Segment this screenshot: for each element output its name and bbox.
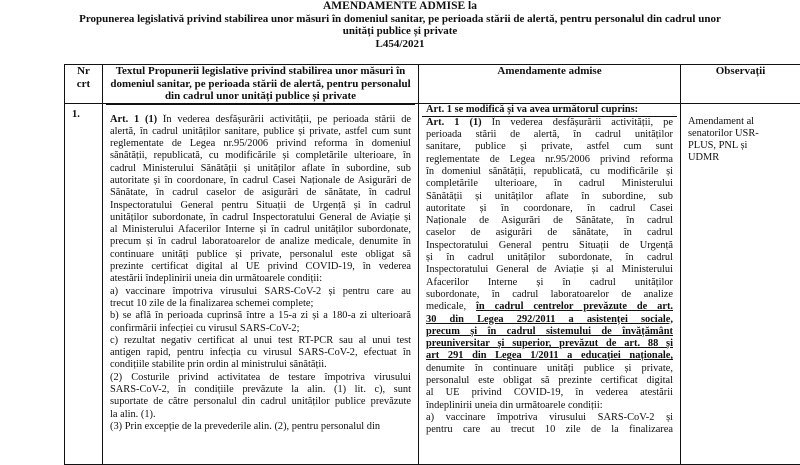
amendment-text-line: perioada stării de alertă, în cadrul unităților	[422, 129, 677, 141]
amendment-text-line: al UE privind COVID-19, în vederea atestării	[422, 387, 677, 399]
original-text-line: antigen rapid, pentru infecția cu virusul SARS-CoV-2, efectuat în	[106, 347, 415, 359]
amendment-text-line: îndeplinirii uneia din următoarele condiții:	[422, 400, 677, 412]
original-text-line: Art. 1 (1) În vederea desfășurării activității, pe perioada stării de	[106, 114, 415, 126]
original-text-line: cadrul Ministerului Sănătății și unităților aflate în subordine, sub	[106, 163, 415, 175]
original-text-line: reglementate de Legea nr.95/2006 privind reforma în domeniul	[106, 138, 415, 150]
document-subtitle-line: Propunerea legislativă privind stabilirea unor măsuri în domeniul sanitar, pe perioada stării de alertă, pentru personalul din cadrul unor	[0, 13, 800, 26]
amendment-text-line: subordonate, în cadrul laboratoarelor de analize	[422, 289, 677, 301]
amendment-text-fragment: medicale,	[426, 301, 476, 312]
original-text-line: atestării îndeplinirii uneia din următoarele condiții:	[106, 273, 415, 285]
original-text-cell	[103, 103, 419, 464]
column-header-text-line: Textul Propunerii legislative privind stabilirea unor măsuri în	[106, 65, 415, 78]
original-text-line: alertă, în cadrul unităților sanitare, publice și private, astfel cum sunt	[106, 126, 415, 138]
amendment-text-line	[422, 301, 677, 313]
original-text-line: suportate de către personalul din cadrul unităților publice prevăzute	[106, 396, 415, 408]
amendment-inserted-text: în cadrul centrelor prevăzute de art.	[476, 301, 673, 312]
row-number-cell	[65, 103, 103, 464]
column-header-nr-line: crt	[68, 78, 99, 91]
table-row	[65, 103, 800, 464]
amendment-text-line: în domeniul sănătății, republicată, cu modificările și	[422, 166, 677, 178]
column-header-observations	[681, 65, 800, 104]
document-title: AMENDAMENTE ADMISE la	[0, 0, 800, 13]
original-text-line: c) rezultat negativ certificat al unui test RT-PCR sau al unui test	[106, 335, 415, 347]
amendment-text-body	[422, 116, 677, 437]
original-text-line: al Ministerului Afacerilor Interne și în cadrul unităților subordonate,	[106, 224, 415, 236]
article-label: Art. 1 (1)	[110, 114, 157, 125]
original-text-line: Sănătate, în cadrul caselor de asigurări de sănătate, în cadrul	[106, 187, 415, 199]
amendment-text-line: Afacerilor Interne și în cadrul unităților	[422, 277, 677, 289]
amendments-table	[64, 64, 800, 465]
amendment-intro: Art. 1 se modifică și va avea următorul cuprins:	[422, 104, 677, 116]
original-text-line: prezinte certificat digital al UE privind COVID-19, în vederea	[106, 261, 415, 273]
column-header-text-line: domeniul sanitar, pe perioada stării de alertă, pentru personalul	[106, 78, 415, 91]
column-header-nr	[65, 65, 103, 104]
observation-line: UDMR	[688, 152, 793, 164]
original-text-line: condițiile stabilite prin ordin al ministrului sănătății.	[106, 359, 415, 371]
original-text-line: b) se află în perioada cuprinsă între a 15-a zi și a 180-a zi ulterioară	[106, 310, 415, 322]
original-text-line: confirmării infecției cu virusul SARS-CoV-2;	[106, 323, 415, 335]
original-text-line: precum și în cadrul laboratoarelor de analize medicale, denumite în	[106, 236, 415, 248]
column-header-amendments	[419, 65, 681, 104]
original-text-body	[106, 114, 415, 434]
amendment-text-line: reglementate de Legea nr.95/2006 privind reforma	[422, 154, 677, 166]
amendment-text-line: Sănătății și unităților aflate în subordine, sub	[422, 191, 677, 203]
amendment-text-line: sanitare, publice și private, astfel cum sunt	[422, 141, 677, 153]
document-law-number: L454/2021	[0, 38, 800, 51]
amendment-text-line: completările ulterioare, în cadrul Ministerului	[422, 178, 677, 190]
document-header	[0, 0, 800, 50]
original-text-line: (3) Prin excepție de la prevederile alin. (2), pentru personalul din	[106, 421, 415, 433]
original-text-line: unităților subordonate, în cadrul Inspectoratului General de Aviație și	[106, 212, 415, 224]
original-text-line: continuare unități publice și private, personalul este obligat să	[106, 249, 415, 261]
amendment-inserted-line: art 291 din Legea 1/2011 a educației naționale,	[422, 350, 677, 362]
column-header-nr-line: Nr	[68, 65, 99, 78]
amendment-text-line: pentru care au trecut 10 zile de la finalizarea	[422, 424, 677, 436]
column-header-original-text	[103, 65, 419, 104]
observation-text	[684, 116, 797, 165]
original-text-line: Inspectoratului General pentru Situații de Urgență și în cadrul	[106, 200, 415, 212]
original-text-line: sănătății, republicată, cu modificările și completările ulterioare, în	[106, 150, 415, 162]
amendment-text-line: Inspectoratului General de Aviație și al Ministerului	[422, 264, 677, 276]
column-header-observations-label: Observații	[684, 65, 797, 78]
document-subtitle-line: unități publice și private	[0, 25, 800, 38]
amendment-inserted-line: preuniversitar și superior, prevăzut de art. 88 și	[422, 338, 677, 350]
observation-line: senatorilor USR-	[688, 128, 793, 140]
amendment-text-line: denumite în continuare unități publice și private,	[422, 363, 677, 375]
amendment-text-line: Art. 1 (1) În vederea desfășurării activității, pe	[422, 117, 677, 129]
amendment-text-line: și în cadrul unităților subordonate, în cadrul	[422, 252, 677, 264]
amendment-inserted-line: precum și în cadrul sistemului de învățământ	[422, 326, 677, 338]
amendment-text-line: Inspectoratului General pentru Situații de Urgență	[422, 240, 677, 252]
amendment-text-line: autoritate și în coordonare, în cadrul Casei	[422, 203, 677, 215]
amendment-text-line: Naționale de Asigurări de Sănătate, în cadrul	[422, 215, 677, 227]
observations-cell	[681, 103, 800, 464]
article-label: Art. 1 (1)	[426, 117, 482, 128]
original-text-line: autoritate și în coordonare, în cadrul Casei Naționale de Asigurări de	[106, 175, 415, 187]
amendment-text-line: personalul este obligat să prezinte certificat digital	[422, 375, 677, 387]
original-text-line: trecut 10 zile de la finalizarea schemei complete;	[106, 298, 415, 310]
amendment-inserted-line: 30 din Legea 292/2011 a asistenței sociale,	[422, 314, 677, 326]
original-text-line: a) vaccinare împotriva virusului SARS-CoV-2 și pentru care au	[106, 286, 415, 298]
original-text-line: la alin. (1).	[106, 409, 415, 421]
observation-line: PLUS, PNL și	[688, 140, 793, 152]
original-text-line: SARS-CoV-2, în condițiile prevăzute la alin. (1) lit. c), sunt	[106, 384, 415, 396]
amendment-text-cell	[419, 103, 681, 464]
amendment-text-line: caselor de asigurări de sănătate, în cadrul	[422, 227, 677, 239]
column-header-text-line: din cadrul unor unități publice și private	[106, 90, 415, 103]
table-header-row	[65, 65, 800, 104]
column-header-amendments-label: Amendamente admise	[422, 65, 677, 78]
observation-line: Amendament al	[688, 116, 793, 128]
original-text-line: (2) Costurile privind activitatea de testare împotriva virusului	[106, 372, 415, 384]
row-number: 1.	[68, 104, 99, 125]
amendment-text-line: a) vaccinare împotriva virusului SARS-CoV-2 și	[422, 412, 677, 424]
